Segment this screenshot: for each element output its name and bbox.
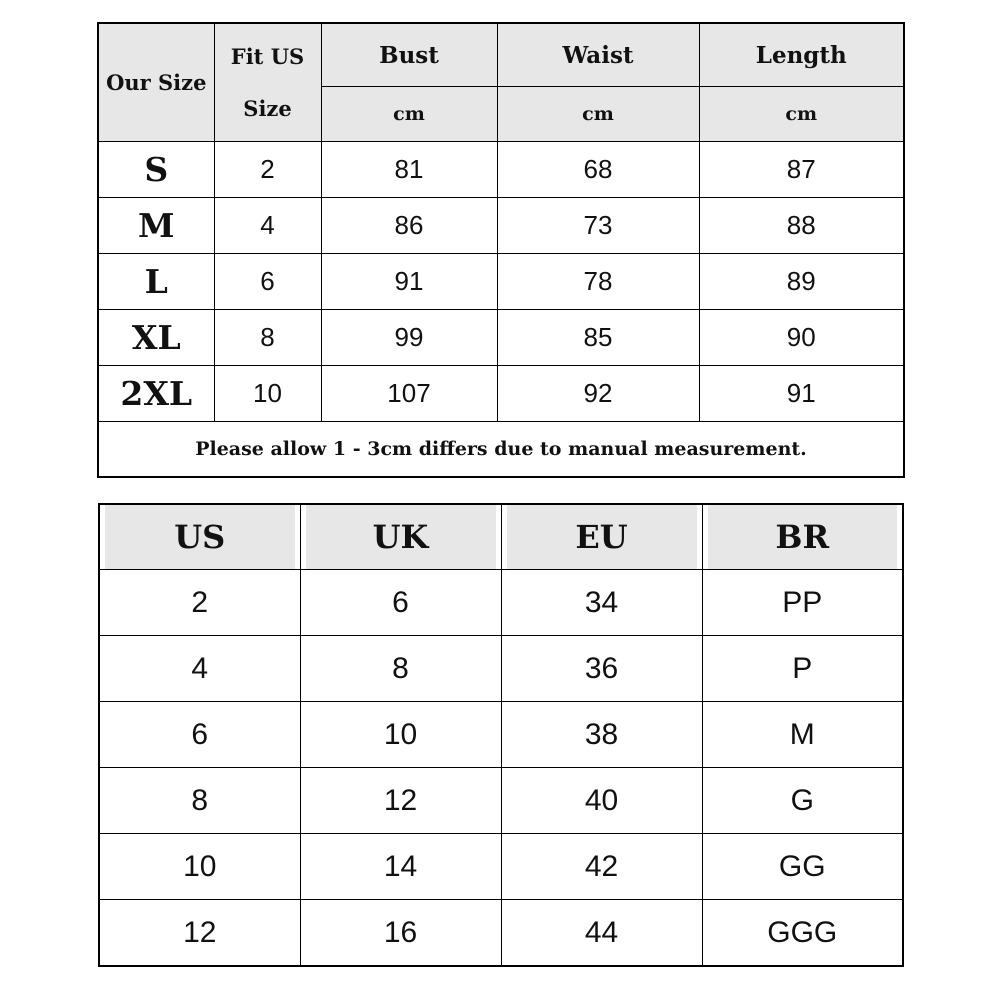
cell-us: 6 xyxy=(99,702,300,768)
cell-us-size: 2 xyxy=(214,142,321,198)
conversion-header-row xyxy=(99,504,903,570)
cell-br: GG xyxy=(702,834,903,900)
table-row-s xyxy=(98,142,904,198)
header-br: BR xyxy=(702,504,903,570)
cell-us-size: 8 xyxy=(214,310,321,366)
table-row xyxy=(99,834,903,900)
conversion-table xyxy=(98,503,904,967)
cell-uk: 8 xyxy=(300,636,501,702)
cell-us: 4 xyxy=(99,636,300,702)
table-row xyxy=(99,768,903,834)
cell-eu: 34 xyxy=(501,570,702,636)
cell-eu: 42 xyxy=(501,834,702,900)
cell-bust: 107 xyxy=(321,366,497,422)
cell-us: 10 xyxy=(99,834,300,900)
header-length-unit: cm xyxy=(699,87,904,142)
table-row xyxy=(99,570,903,636)
cell-us: 12 xyxy=(99,900,300,967)
cell-br: GGG xyxy=(702,900,903,967)
table-row-2xl xyxy=(98,366,904,422)
cell-br: M xyxy=(702,702,903,768)
cell-waist: 85 xyxy=(497,310,699,366)
header-length: Length xyxy=(699,23,904,87)
cell-size-label: M xyxy=(98,198,214,254)
cell-uk: 12 xyxy=(300,768,501,834)
cell-br: P xyxy=(702,636,903,702)
header-bust-unit: cm xyxy=(321,87,497,142)
table-row-m xyxy=(98,198,904,254)
cell-size-label: 2XL xyxy=(98,366,214,422)
cell-length: 90 xyxy=(699,310,904,366)
cell-eu: 40 xyxy=(501,768,702,834)
cell-uk: 10 xyxy=(300,702,501,768)
header-eu: EU xyxy=(501,504,702,570)
cell-waist: 78 xyxy=(497,254,699,310)
header-us: US xyxy=(99,504,300,570)
cell-eu: 38 xyxy=(501,702,702,768)
header-fit-us-size: Fit US Size xyxy=(214,23,321,142)
measurement-table xyxy=(97,22,905,478)
cell-us: 2 xyxy=(99,570,300,636)
header-bust: Bust xyxy=(321,23,497,87)
table-row xyxy=(99,702,903,768)
cell-bust: 81 xyxy=(321,142,497,198)
cell-br: PP xyxy=(702,570,903,636)
cell-waist: 92 xyxy=(497,366,699,422)
cell-size-label: L xyxy=(98,254,214,310)
cell-eu: 36 xyxy=(501,636,702,702)
cell-length: 87 xyxy=(699,142,904,198)
header-waist: Waist xyxy=(497,23,699,87)
cell-bust: 99 xyxy=(321,310,497,366)
cell-uk: 14 xyxy=(300,834,501,900)
cell-us: 8 xyxy=(99,768,300,834)
cell-eu: 44 xyxy=(501,900,702,967)
header-uk: UK xyxy=(300,504,501,570)
table-row xyxy=(99,636,903,702)
header-waist-unit: cm xyxy=(497,87,699,142)
cell-length: 88 xyxy=(699,198,904,254)
cell-size-label: XL xyxy=(98,310,214,366)
table-row xyxy=(99,900,903,967)
measurement-note: Please allow 1 - 3cm differs due to manual measurement. xyxy=(98,422,904,478)
table-row-l xyxy=(98,254,904,310)
cell-br: G xyxy=(702,768,903,834)
cell-bust: 91 xyxy=(321,254,497,310)
cell-waist: 73 xyxy=(497,198,699,254)
cell-us-size: 4 xyxy=(214,198,321,254)
cell-uk: 16 xyxy=(300,900,501,967)
cell-us-size: 6 xyxy=(214,254,321,310)
table-row-xl xyxy=(98,310,904,366)
cell-waist: 68 xyxy=(497,142,699,198)
cell-length: 89 xyxy=(699,254,904,310)
cell-size-label: S xyxy=(98,142,214,198)
note-row xyxy=(98,422,904,478)
header-row-top xyxy=(98,23,904,87)
cell-length: 91 xyxy=(699,366,904,422)
cell-bust: 86 xyxy=(321,198,497,254)
cell-uk: 6 xyxy=(300,570,501,636)
header-our-size: Our Size xyxy=(98,23,214,142)
cell-us-size: 10 xyxy=(214,366,321,422)
